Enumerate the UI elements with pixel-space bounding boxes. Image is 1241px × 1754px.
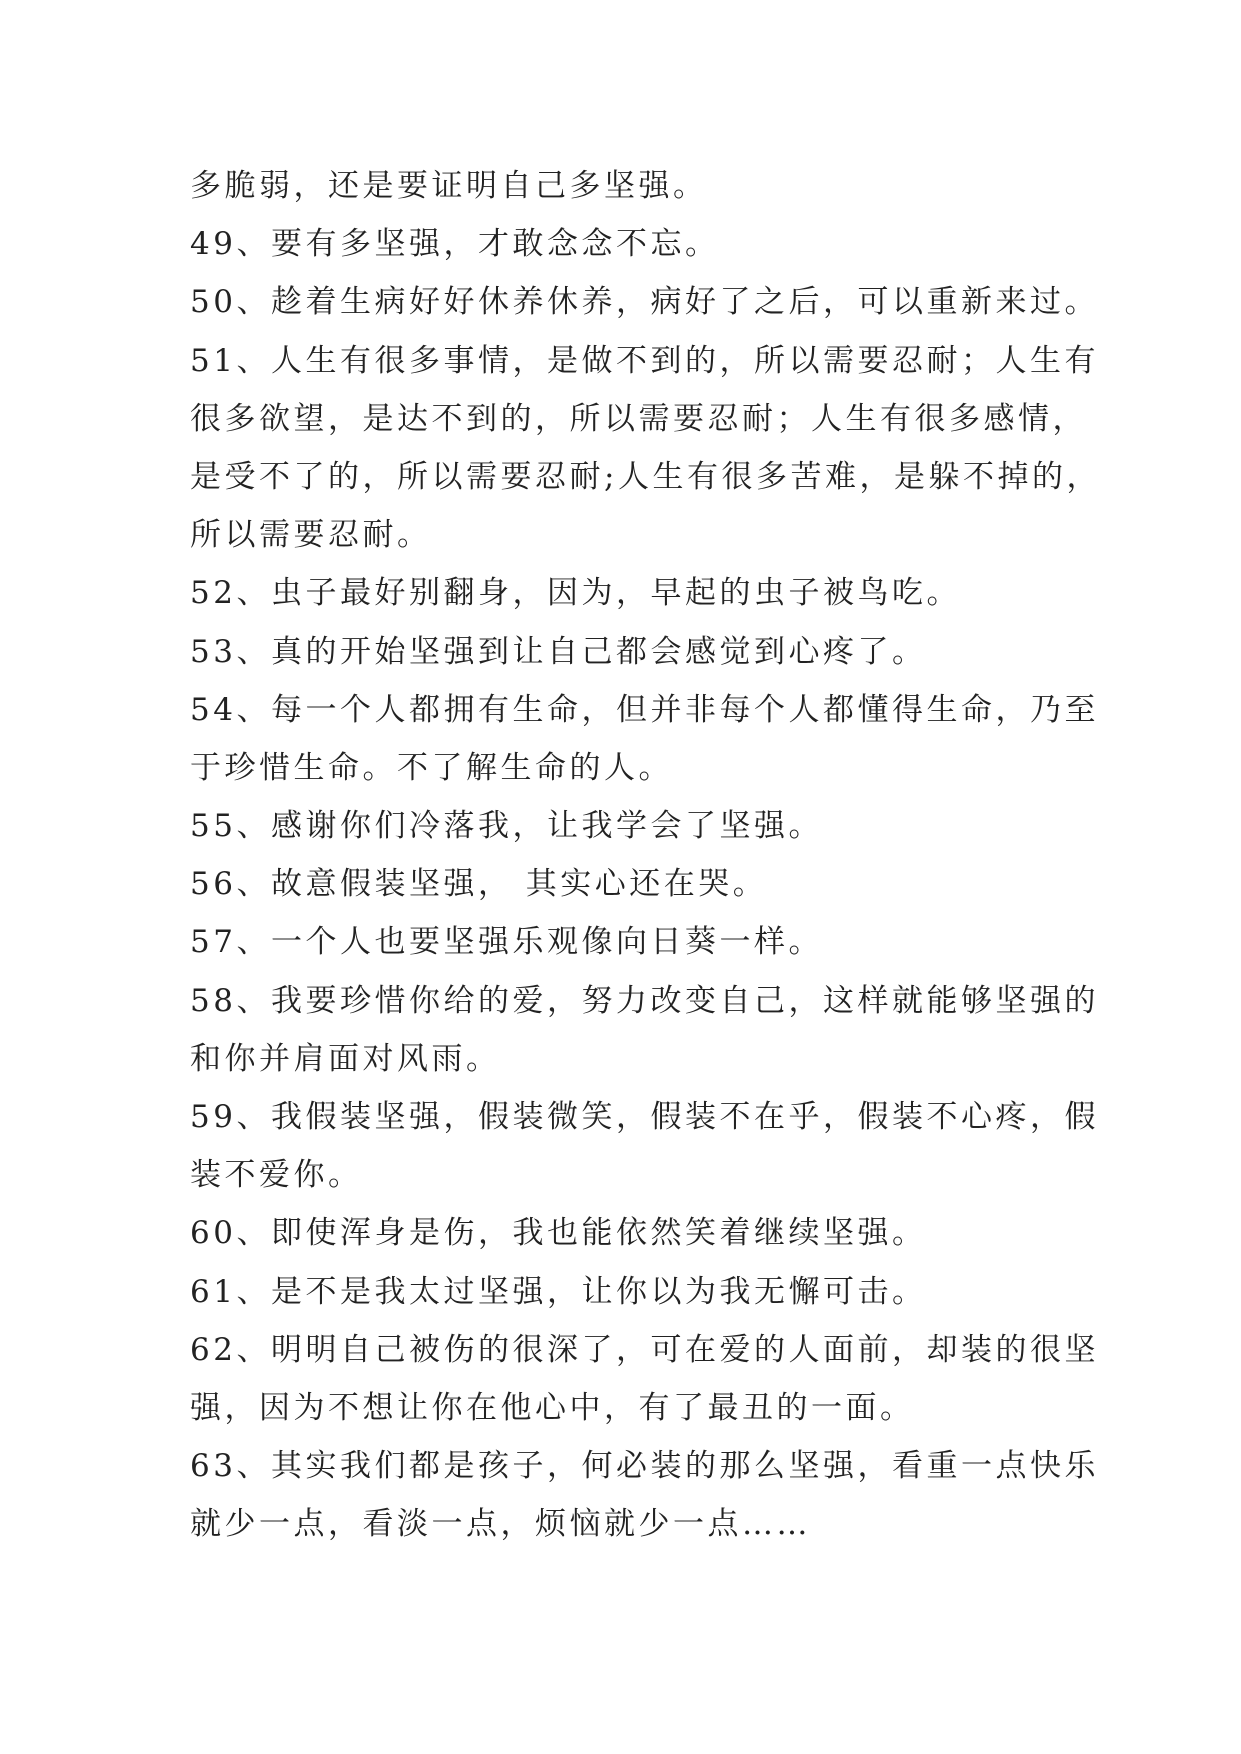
text-line: 50、趁着生病好好休养休养，病好了之后，可以重新来过。 [190, 284, 1099, 321]
text-line: 60、即使浑身是伤，我也能依然笑着继续坚强。 [190, 1215, 927, 1252]
text-line: 于珍惜生命。不了解生命的人。 [190, 749, 673, 786]
text-line: 51、人生有很多事情，是做不到的，所以需要忍耐；人生有 [190, 342, 1099, 379]
text-line: 54、每一个人都拥有生命，但并非每个人都懂得生命，乃至 [190, 691, 1099, 728]
text-line: 55、感谢你们冷落我，让我学会了坚强。 [190, 808, 823, 845]
text-line: 装不爱你。 [190, 1157, 363, 1194]
text-line: 58、我要珍惜你给的爱，努力改变自己，这样就能够坚强的 [190, 982, 1099, 1019]
text-line: 49、要有多坚强，才敢念念不忘。 [190, 226, 720, 263]
text-line: 就少一点，看淡一点，烦恼就少一点…… [190, 1506, 811, 1543]
body-text [190, 157, 1101, 1554]
text-line: 和你并肩面对风雨。 [190, 1040, 501, 1077]
text-line: 多脆弱，还是要证明自己多坚强。 [190, 168, 708, 204]
text-line: 59、我假装坚强，假装微笑，假装不在乎，假装不心疼，假 [190, 1099, 1099, 1135]
text-line: 56、故意假装坚强， 其实心还在哭。 [190, 866, 768, 903]
text-line: 52、虫子最好别翻身，因为，早起的虫子被鸟吃。 [190, 575, 961, 612]
text-line: 57、一个人也要坚强乐观像向日葵一样。 [190, 924, 823, 961]
text-line: 62、明明自己被伤的很深了，可在爱的人面前，却装的很坚 [190, 1331, 1099, 1368]
text-line: 是受不了的，所以需要忍耐;人生有很多苦难，是躲不掉的， [190, 458, 1101, 495]
text-line: 很多欲望，是达不到的，所以需要忍耐；人生有很多感情， [190, 400, 1087, 437]
text-line: 强，因为不想让你在他心中，有了最丑的一面。 [190, 1389, 915, 1426]
text-line: 63、其实我们都是孩子，何必装的那么坚强，看重一点快乐 [190, 1448, 1099, 1485]
text-line: 所以需要忍耐。 [190, 517, 432, 554]
text-line: 61、是不是我太过坚强，让你以为我无懈可击。 [190, 1273, 927, 1310]
text-line: 53、真的开始坚强到让自己都会感觉到心疼了。 [190, 633, 927, 670]
